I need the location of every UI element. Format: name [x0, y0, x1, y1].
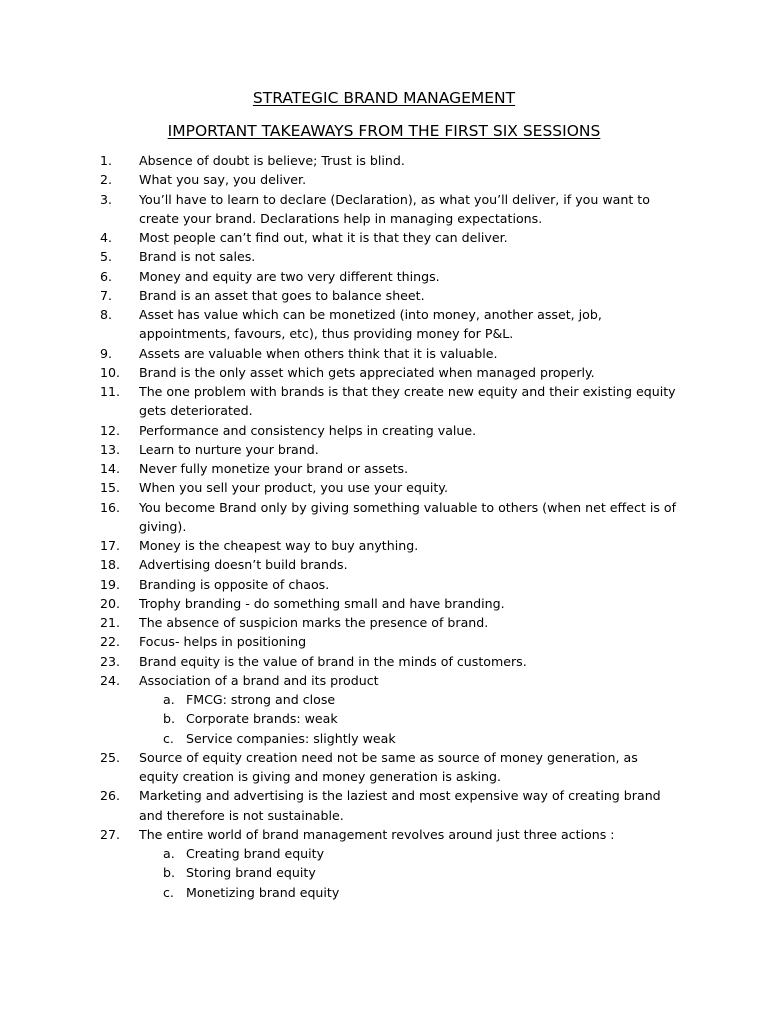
- item-text-line: Brand is not sales.: [139, 249, 256, 265]
- sub-list: [139, 690, 708, 748]
- item-text-line: Never fully monetize your brand or assets.: [139, 461, 409, 476]
- list-item: [0, 536, 768, 555]
- list-item: [0, 170, 768, 189]
- item-number: 27.: [100, 826, 121, 842]
- item-number: 17.: [100, 538, 121, 553]
- item-number: 5.: [100, 249, 113, 265]
- item-number: 8.: [100, 307, 113, 322]
- list-item: [0, 671, 768, 748]
- sub-list-item: [139, 709, 708, 728]
- sub-list-item: [139, 690, 708, 709]
- sub-item-letter: b.: [163, 711, 175, 727]
- item-number: 23.: [100, 653, 121, 669]
- sub-item-letter: a.: [163, 846, 175, 861]
- list-item: [0, 786, 768, 825]
- item-text-line: Branding is opposite of chaos.: [139, 576, 330, 592]
- list-item: [0, 478, 768, 497]
- list-item: [0, 228, 768, 247]
- item-text-line: Marketing and advertising is the laziest and most expensive way of creating brand: [139, 788, 661, 804]
- list-item: [0, 190, 768, 229]
- list-item: [0, 286, 768, 305]
- sub-item-letter: c.: [163, 730, 174, 746]
- list-item: [0, 652, 768, 671]
- sub-list: [139, 844, 708, 902]
- item-number: 18.: [100, 557, 121, 573]
- list-item: [0, 825, 768, 902]
- item-number: 22.: [100, 634, 121, 650]
- item-text-line: The absence of suspicion marks the presence of brand.: [139, 615, 489, 630]
- sub-item-text: Storing brand equity: [186, 865, 316, 881]
- item-text-line: Asset has value which can be monetized (into money, another asset, job,: [139, 307, 602, 322]
- item-text-line: Brand is an asset that goes to balance sheet.: [139, 287, 425, 303]
- item-number: 15.: [100, 480, 121, 496]
- sub-item-text: Corporate brands: weak: [186, 711, 338, 727]
- item-text-line: Source of equity creation need not be same as source of money generation, as: [139, 749, 638, 765]
- item-text-line: Most people can’t find out, what it is that they can deliver.: [139, 230, 508, 245]
- item-text-line: What you say, you deliver.: [139, 172, 307, 188]
- sub-item-letter: c.: [163, 884, 174, 900]
- item-text-line: Absence of doubt is believe; Trust is blind.: [139, 153, 405, 168]
- item-text-line: appointments, favours, etc), thus providing money for P&L.: [139, 326, 514, 342]
- item-number: 3.: [100, 191, 113, 207]
- item-text-line: When you sell your product, you use your equity.: [139, 480, 448, 496]
- item-number: 7.: [100, 287, 113, 303]
- item-text-line: Trophy branding - do something small and have branding.: [139, 595, 505, 611]
- item-text-line: The entire world of brand management revolves around just three actions :: [139, 826, 615, 842]
- item-text-line: Assets are valuable when others think that it is valuable.: [139, 345, 498, 361]
- takeaways-list: [0, 151, 768, 902]
- list-item: [0, 344, 768, 363]
- sub-list-item: [139, 863, 708, 882]
- item-number: 24.: [100, 672, 121, 688]
- item-text-line: Money is the cheapest way to buy anything.: [139, 538, 419, 553]
- list-item: [0, 247, 768, 266]
- item-text-line: Brand equity is the value of brand in the minds of customers.: [139, 653, 527, 669]
- list-item: [0, 267, 768, 286]
- item-text-line: gets deteriorated.: [139, 403, 253, 419]
- item-number: 25.: [100, 749, 121, 765]
- item-number: 11.: [100, 384, 121, 399]
- item-text-line: Performance and consistency helps in creating value.: [139, 422, 477, 438]
- sub-item-letter: b.: [163, 865, 175, 881]
- sub-item-text: Service companies: slightly weak: [186, 730, 396, 746]
- item-number: 9.: [100, 345, 113, 361]
- item-number: 12.: [100, 422, 121, 438]
- item-number: 2.: [100, 172, 113, 188]
- item-number: 13.: [100, 441, 121, 457]
- sub-list-item: [139, 883, 708, 902]
- item-number: 20.: [100, 595, 121, 611]
- item-number: 26.: [100, 788, 121, 804]
- item-text-line: equity creation is giving and money generation is asking.: [139, 769, 501, 784]
- item-text-line: create your brand. Declarations help in managing expectations.: [139, 210, 543, 226]
- sub-list-item: [139, 729, 708, 748]
- list-item: [0, 363, 768, 382]
- list-item: [0, 421, 768, 440]
- document-title: STRATEGIC BRAND MANAGEMENT: [252, 89, 516, 107]
- item-number: 1.: [100, 153, 113, 168]
- sub-item-text: Monetizing brand equity: [186, 884, 340, 900]
- list-item: [0, 440, 768, 459]
- item-number: 16.: [100, 499, 121, 515]
- item-number: 4.: [100, 230, 113, 245]
- item-text-line: The one problem with brands is that they create new equity and their existing equity: [139, 384, 676, 399]
- item-number: 6.: [100, 268, 113, 284]
- list-item: [0, 748, 768, 787]
- list-item: [0, 498, 768, 537]
- list-item: [0, 575, 768, 594]
- item-text-line: You become Brand only by giving something valuable to others (when net effect is of: [139, 499, 677, 515]
- list-item: [0, 555, 768, 574]
- item-text-line: Learn to nurture your brand.: [139, 441, 319, 457]
- list-item: [0, 305, 768, 344]
- sub-item-text: Creating brand equity: [186, 846, 325, 861]
- list-item: [0, 613, 768, 632]
- item-text-line: Advertising doesn’t build brands.: [139, 557, 348, 573]
- item-number: 21.: [100, 615, 121, 630]
- sub-item-text: FMCG: strong and close: [186, 692, 336, 707]
- sub-list-item: [139, 844, 708, 863]
- list-item: [0, 594, 768, 613]
- sub-item-letter: a.: [163, 692, 175, 707]
- item-text-line: You’ll have to learn to declare (Declaration), as what you’ll deliver, if you want to: [139, 191, 650, 207]
- item-text-line: giving).: [139, 518, 187, 534]
- item-number: 19.: [100, 576, 121, 592]
- item-text-line: and therefore is not sustainable.: [139, 807, 344, 823]
- list-item: [0, 382, 768, 421]
- item-text-line: Money and equity are two very different things.: [139, 268, 440, 284]
- item-text-line: Focus- helps in positioning: [139, 634, 307, 650]
- item-number: 10.: [100, 364, 121, 380]
- document-subtitle: IMPORTANT TAKEAWAYS FROM THE FIRST SIX SESSIONS: [167, 122, 601, 140]
- list-item: [0, 151, 768, 170]
- list-item: [0, 459, 768, 478]
- item-text-line: Association of a brand and its product: [139, 672, 379, 688]
- item-number: 14.: [100, 461, 121, 476]
- list-item: [0, 632, 768, 651]
- item-text-line: Brand is the only asset which gets appreciated when managed properly.: [139, 364, 595, 380]
